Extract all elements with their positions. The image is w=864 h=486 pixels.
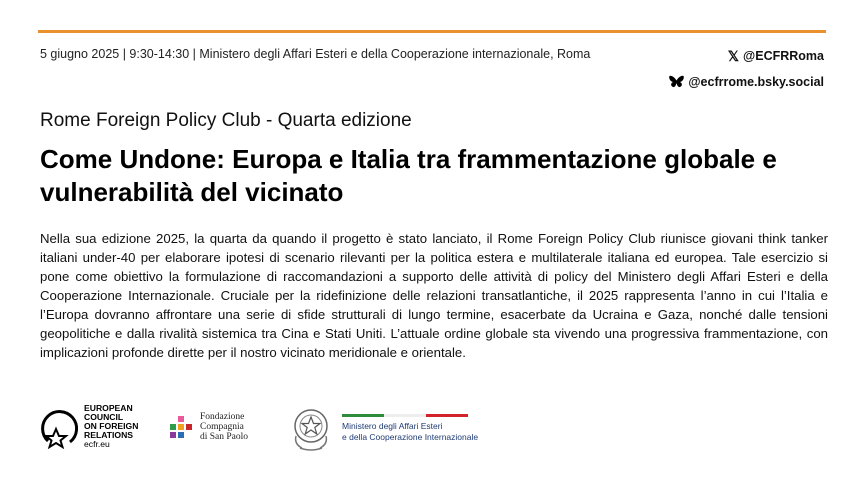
italian-flag-stripe: [342, 414, 468, 417]
ministero-logo: [290, 404, 478, 452]
ecfr-url: ecfr.eu: [84, 439, 110, 449]
ministero-line-1: Ministero degli Affari Esteri: [342, 420, 443, 431]
ecfr-star-icon: [40, 405, 80, 449]
event-subtitle: Rome Foreign Policy Club - Quarta edizione: [40, 110, 412, 131]
social-handles: [669, 46, 824, 98]
ministero-line-2: e della Cooperazione Internazionale: [342, 431, 479, 442]
ecfr-line-1: EUROPEAN: [84, 403, 133, 413]
accent-bar: [38, 30, 826, 33]
fondazione-line-3: di San Paolo: [200, 432, 249, 442]
ecfr-line-4: RELATIONS: [84, 430, 134, 440]
fondazione-logo: [170, 412, 248, 442]
fondazione-line-1: Fondazione: [200, 412, 245, 422]
event-meta: 5 giugno 2025 | 9:30-14:30 | Ministero degli Affari Esteri e della Cooperazione internazionale, Roma: [40, 47, 591, 61]
italian-emblem-icon: [290, 404, 332, 452]
x-handle[interactable]: @ECFRRoma: [743, 49, 824, 63]
fondazione-line-2: Compagnia: [200, 422, 244, 432]
bsky-handle-row[interactable]: [669, 72, 824, 92]
partner-logos: [40, 404, 480, 454]
x-handle-row[interactable]: [669, 46, 824, 66]
ecfr-line-3: ON FOREIGN: [84, 421, 139, 431]
fondazione-mosaic-icon: [170, 416, 192, 438]
event-title: Come Undone: Europa e Italia tra frammentazione globale e vulnerabilità del vicinato: [40, 144, 777, 207]
ecfr-line-2: COUNCIL: [84, 412, 124, 422]
bsky-handle[interactable]: @ecfrrome.bsky.social: [688, 75, 824, 89]
x-logo-icon: 𝕏: [727, 48, 740, 64]
ecfr-logo: [40, 404, 138, 449]
butterfly-icon: [669, 75, 684, 90]
event-description: Nella sua edizione 2025, la quarta da quando il progetto è stato lanciato, il Rome Foreign Policy Club riunisce giovani think tanker italiani under-40 per elaborare ipotesi di scenario rilevanti per la politica estera e multilaterale italiana ed europea. Tale esercizio si pone come obiettivo la formulazione di raccomandazioni a supporto delle attività di policy del Ministero degli Affari Esteri e della Cooperazione Internazionale. Cruciale per la ridefinizione delle relazioni transatlantiche, il 2025 rappresenta l’anno in cui l’Italia e l’Europa dovranno affrontare una serie di sfide strutturali di lungo termine, esacerbate da Ucraina e Gaza, nonché dalle tensioni geopolitiche e dalla rivalità sistemica tra Cina e Stati Uniti. L’attuale ordine globale sta vivendo una progressiva frammentazione, con implicazioni profonde dirette per il nostro vicinato meridionale e orientale.: [40, 231, 828, 360]
